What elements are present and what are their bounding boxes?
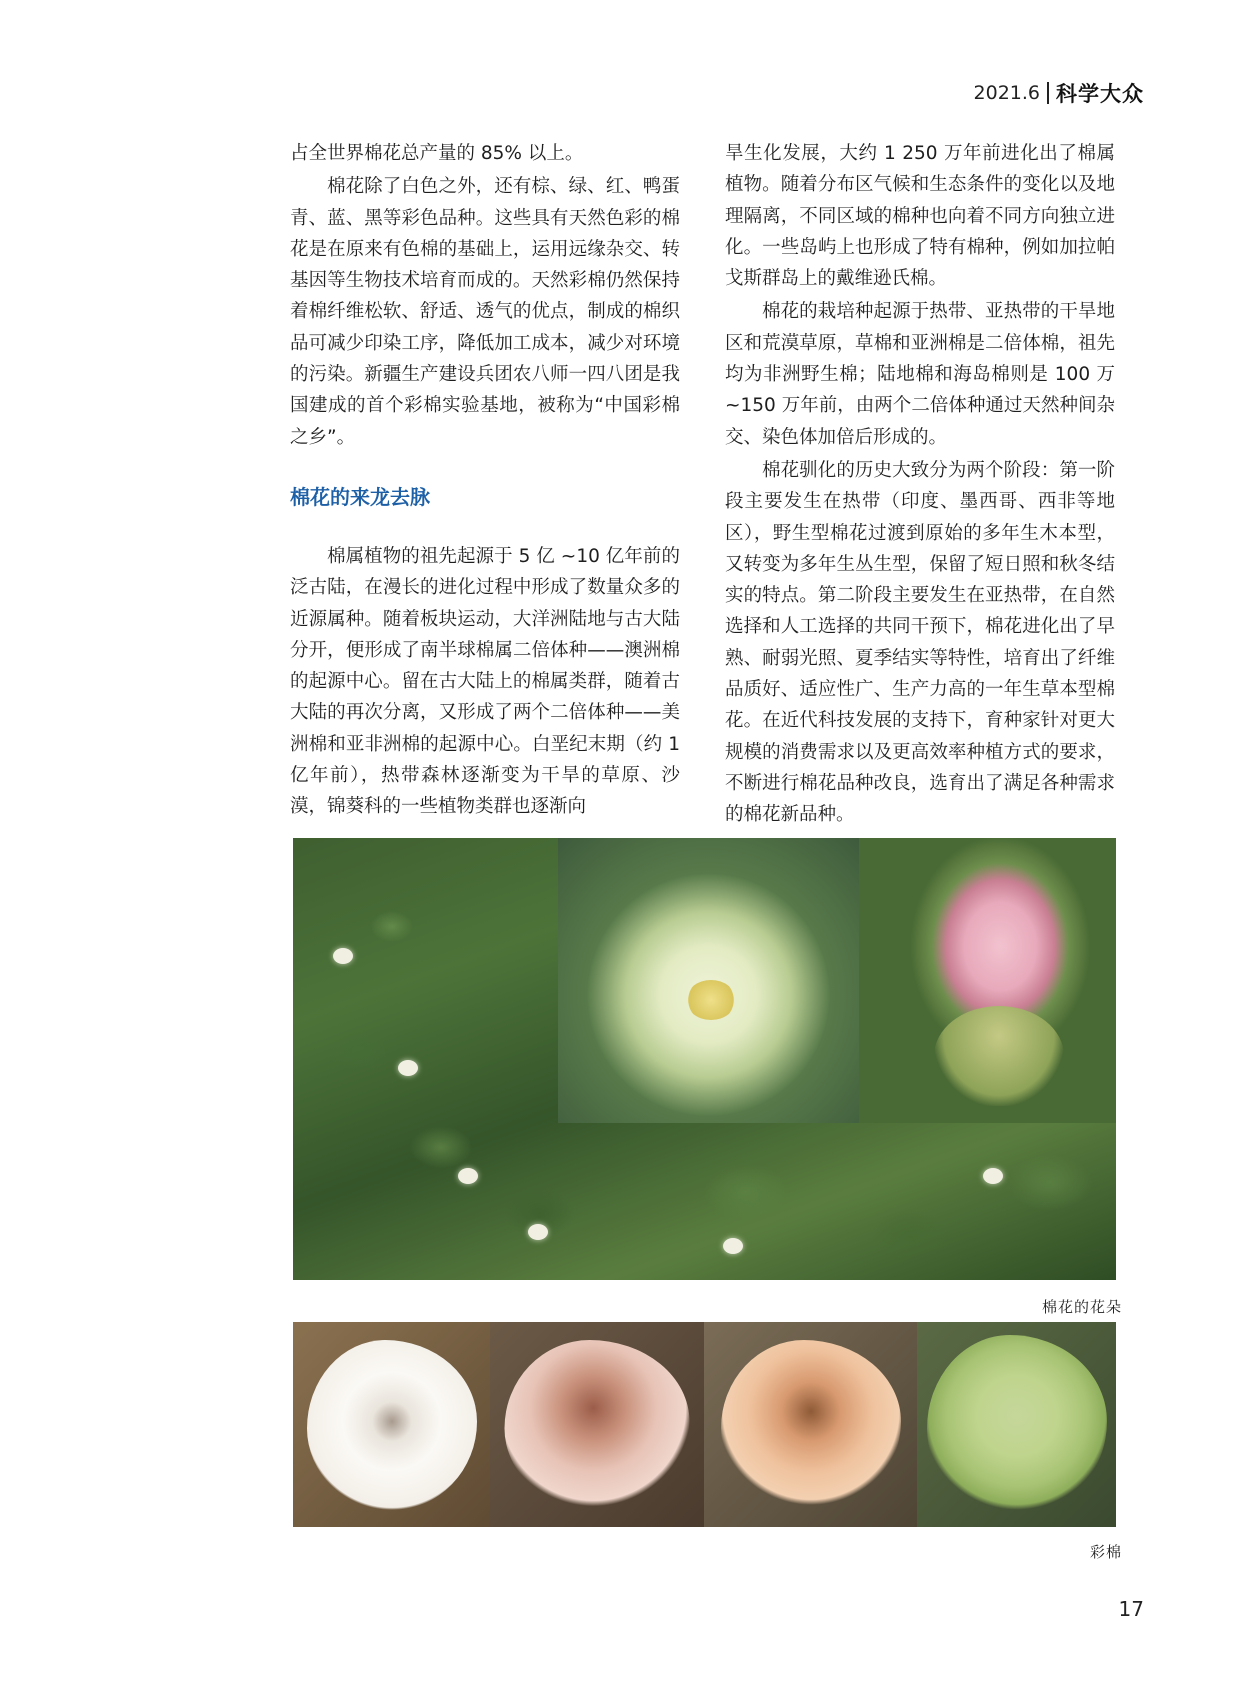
flower-bract — [934, 1006, 1064, 1106]
white-cotton-photo — [293, 1322, 490, 1527]
section-heading: 棉花的来龙去脉 — [290, 484, 430, 509]
paragraph: 旱生化发展，大约 1 250 万年前进化出了棉属植物。随着分布区气候和生态条件的变化以及地理隔离，不同区域的棉种也向着不同方向独立进化。一些岛屿上也形成了特有棉种，例如加拉帕戈斯群岛上的戴维逊氏棉。 — [725, 143, 1115, 290]
cotton-boll — [333, 948, 353, 964]
white-cotton-flower-photo — [558, 838, 859, 1123]
paragraph: 棉花驯化的历史大致分为两个阶段：第一阶段主要发生在热带（印度、墨西哥、西非等地区），野生型棉花过渡到原始的多年生木本型，又转变为多年生丛生型，保留了短日照和秋冬结实的特点。第二阶段主要发生在亚热带，在自然选择和人工选择的共同干预下，棉花进化出了早熟、耐弱光照、夏季结实等特性，培育出了纤维品质好、适应性广、生产力高的一年生草本型棉花。在近代科技发展的支持下，育种家针对更大规模的消费需求以及更高效率种植方式的要求，不断进行棉花品种改良，选育出了满足各种需求的棉花新品种。 — [725, 459, 1115, 826]
pink-cotton-flower-photo — [859, 838, 1116, 1123]
flower-caption: 棉花的花朵 — [1041, 1298, 1122, 1316]
left-column — [290, 138, 680, 825]
pink-cotton-photo — [490, 1322, 704, 1527]
colored-cotton-photos — [293, 1322, 1116, 1527]
magazine-title: 科学大众 — [1056, 81, 1144, 106]
issue-date: 2021.6 — [973, 82, 1040, 104]
white-cotton-boll — [307, 1340, 477, 1510]
cotton-field-photo — [293, 838, 1116, 1280]
cotton-boll — [458, 1168, 478, 1184]
brown-cotton-photo — [704, 1322, 917, 1527]
paragraph: 占全世界棉花总产量的 85% 以上。 — [290, 143, 584, 164]
paragraph: 棉花的栽培种起源于热带、亚热带的干旱地区和荒漠草原，草棉和亚洲棉是二倍体棉，祖先均为非洲野生棉；陆地棉和海岛棉则是 100 万 ~150 万年前，由两个二倍体种通过天然种间杂交、染色体加倍后形成的。 — [725, 301, 1115, 448]
brown-cotton-boll — [721, 1340, 901, 1510]
paragraph: 棉属植物的祖先起源于 5 亿 ~10 亿年前的泛古陆，在漫长的进化过程中形成了数量众多的近源属种。随着板块运动，大洋洲陆地与古大陆分开，便形成了南半球棉属二倍体种——澳洲棉的起源中心。留在古大陆上的棉属类群，随着古大陆的再次分离，又形成了两个二倍体种——美洲棉和亚非洲棉的起源中心。白垩纪末期（约 1 亿年前），热带森林逐渐变为干旱的草原、沙漠，锦葵科的一些植物类群也逐渐向 — [290, 545, 680, 818]
cotton-boll — [723, 1238, 743, 1254]
flower-stamen — [686, 980, 736, 1020]
paragraph: 棉花除了白色之外，还有棕、绿、红、鸭蛋青、蓝、黑等彩色品种。这些具有天然色彩的棉花是在原来有色棉的基础上，运用远缘杂交、转基因等生物技术培育而成的。天然彩棉仍然保持着棉纤维松软、舒适、透气的优点，制成的棉织品可减少印染工序，降低加工成本，减少对环境的污染。新疆生产建设兵团农八师一四八团是我国建成的首个彩棉实验基地，被称为“中国彩棉之乡”。 — [290, 176, 680, 448]
page-header — [974, 78, 1144, 108]
page-number: 17 — [1118, 1597, 1144, 1621]
colored-cotton-caption: 彩棉 — [1089, 1543, 1122, 1561]
right-column — [725, 138, 1115, 833]
green-cotton-photo — [917, 1322, 1116, 1527]
pink-cotton-boll — [505, 1340, 690, 1510]
cotton-boll — [528, 1224, 548, 1240]
green-cotton-boll — [927, 1335, 1107, 1515]
header-divider — [1047, 82, 1049, 104]
cotton-boll — [983, 1168, 1003, 1184]
cotton-boll — [398, 1060, 418, 1076]
